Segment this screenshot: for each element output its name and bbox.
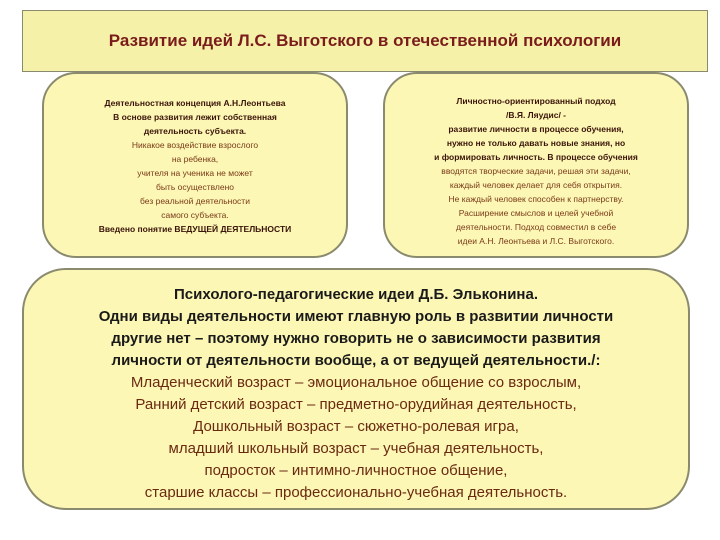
card-line: деятельности. Подход совместил в себе	[455, 222, 617, 232]
card-line: /В.Я. Ляудис/ -	[505, 110, 567, 120]
leontiev-concept-card	[42, 72, 348, 258]
card-line: Психолого-педагогические идеи Д.Б. Эльконина.	[174, 286, 538, 303]
card-line: Личностно-ориентированный подход	[456, 96, 616, 106]
card-line: В основе развития лежит собственная	[113, 112, 277, 122]
personality-approach-card	[383, 72, 689, 258]
card-line: идеи А.Н. Леонтьева и Л.С. Выготского.	[457, 236, 615, 246]
card-line: подросток – интимно-личностное общение,	[204, 462, 508, 479]
card-line: вводятся творческие задачи, решая эти задачи,	[441, 166, 631, 176]
card-line: нужно не только давать новые знания, но	[446, 138, 626, 148]
card-line: деятельность субъекта.	[143, 126, 247, 136]
card-line: личности от деятельности вообще, а от ведущей деятельности./:	[111, 352, 601, 369]
card-line: Расширение смыслов и целей учебной	[458, 208, 614, 218]
card-line: Никакое воздействие взрослого	[131, 140, 259, 150]
card-line: учителя на ученика не может	[137, 168, 253, 178]
card-line: Дошкольный возраст – сюжетно-ролевая игра,	[193, 418, 519, 435]
card-line: другие нет – поэтому нужно говорить не о зависимости развития	[111, 330, 601, 347]
card-line: Младенческий возраст – эмоциональное общение со взрослым,	[130, 374, 582, 391]
card-line: Введено понятие ВЕДУЩЕЙ ДЕЯТЕЛЬНОСТИ	[98, 224, 292, 234]
card-line: на ребенка,	[171, 154, 219, 164]
card-line: младший школьный возраст – учебная деятельность,	[168, 440, 544, 457]
diagram-title: Развитие идей Л.С. Выготского в отечественной психологии	[108, 31, 622, 50]
card-line: Не каждый человек способен к партнерству.	[448, 194, 624, 204]
elkonin-ideas-card	[22, 268, 690, 510]
card-line: быть осуществлено	[155, 182, 235, 192]
card-line: самого субъекта.	[161, 210, 229, 220]
title-box	[22, 10, 708, 72]
card-line: старшие классы – профессионально-учебная деятельность.	[144, 484, 568, 501]
card-line: развитие личности в процессе обучения,	[448, 124, 624, 134]
card-line: Ранний детский возраст – предметно-орудийная деятельность,	[135, 396, 577, 413]
card-line: Одни виды деятельности имеют главную роль в развитии личности	[98, 308, 614, 325]
card-line: каждый человек делает для себя открытия.	[449, 180, 623, 190]
card-line: и формировать личность. В процессе обучения	[434, 152, 638, 162]
card-line: без реальной деятельности	[140, 196, 250, 206]
card-line: Деятельностная концепция А.Н.Леонтьева	[104, 98, 286, 108]
